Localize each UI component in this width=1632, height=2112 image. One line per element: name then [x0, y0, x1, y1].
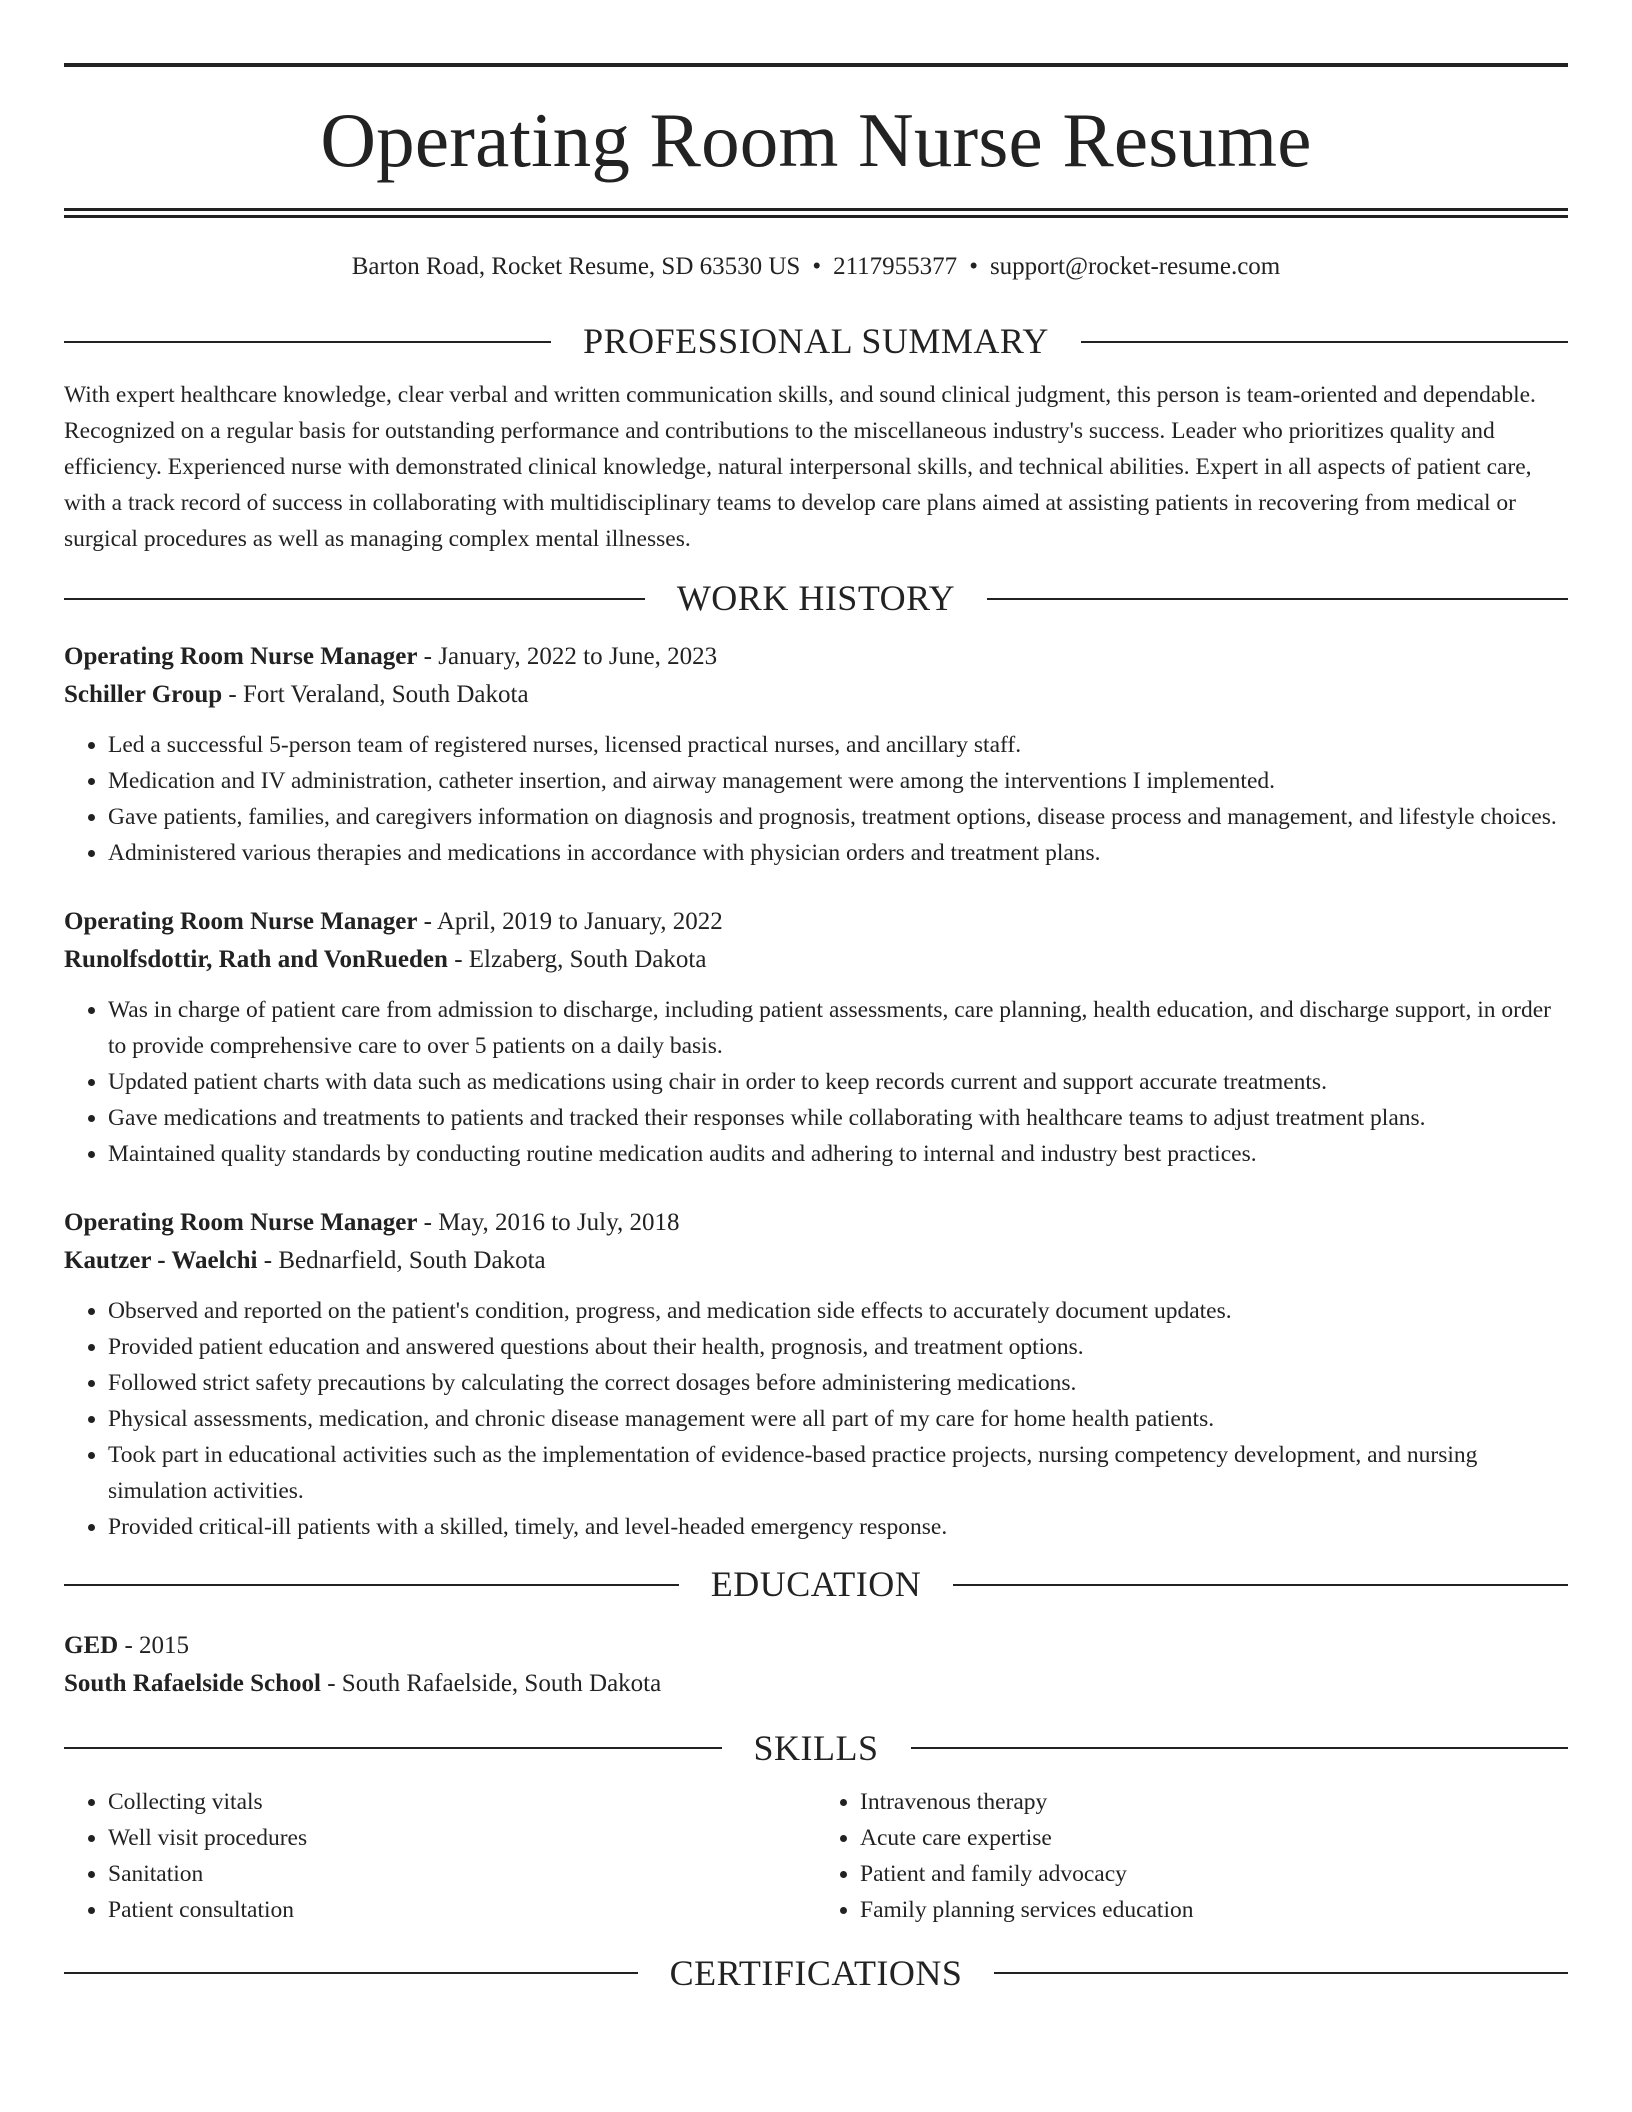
list-item: • Physical assessments, medication, and chronic disease management were all part of my care for home health patients. [108, 1401, 1568, 1437]
job-bullets [64, 992, 1568, 1172]
list-item: • Sanitation [108, 1856, 816, 1892]
contact-address: Barton Road, Rocket Resume, SD 63530 US [351, 253, 801, 280]
skills-grid [64, 1784, 1568, 1928]
skills-column-left [64, 1784, 816, 1928]
resume-page [64, 0, 1568, 1995]
certifications-heading [64, 1952, 1568, 1995]
contact-separator: • [812, 253, 822, 280]
job-company-line [64, 676, 1568, 714]
job-company: Kautzer - Waelchi [64, 1247, 258, 1275]
list-item: • Collecting vitals [108, 1784, 816, 1820]
list-item: • Updated patient charts with data such as medications using chair in order to keep records current and support accurate treatments. [108, 1064, 1568, 1100]
job-bullets [64, 727, 1568, 871]
list-item: • Intravenous therapy [860, 1784, 1568, 1820]
heading-rule [953, 1584, 1568, 1586]
job-entry [64, 638, 1568, 871]
education-location: - South Rafaelside, South Dakota [320, 1669, 662, 1697]
work-history-heading [64, 577, 1568, 620]
heading-rule [64, 1972, 638, 1974]
job-title-line [64, 903, 1568, 941]
education-entry [64, 1627, 1568, 1703]
education-year: - 2015 [118, 1631, 190, 1659]
contact-email: support@rocket-resume.com [989, 253, 1281, 280]
job-title: Operating Room Nurse Manager [64, 908, 418, 936]
job-location: - Fort Veraland, South Dakota [222, 681, 529, 709]
job-title-line [64, 1204, 1568, 1242]
summary-heading-label: PROFESSIONAL SUMMARY [583, 321, 1049, 361]
education-heading [64, 1563, 1568, 1606]
education-degree: GED [64, 1631, 119, 1659]
job-title: Operating Room Nurse Manager [64, 1209, 418, 1237]
job-company-line [64, 941, 1568, 979]
summary-text: With expert healthcare knowledge, clear verbal and written communication skills, and sound clinical judgment, this person is team-oriented and dependable. Recognized on a regular basis for outstanding performance and contributions to the miscellaneous industry's success. Leader who prioritizes quality and efficiency. Experienced nurse with demonstrated clinical knowledge, natural interpersonal skills, and technical abilities. Expert in all aspects of patient care, with a track record of success in collaborating with multidisciplinary teams to develop care plans aimed at assisting patients in recovering from medical or surgical procedures as well as managing complex mental illnesses. [64, 382, 1536, 553]
top-rule [64, 63, 1568, 67]
job-company-line [64, 1242, 1568, 1280]
job-dates: - April, 2019 to January, 2022 [417, 908, 723, 936]
job-entry [64, 903, 1568, 1172]
list-item: • Led a successful 5-person team of registered nurses, licensed practical nurses, and ancillary staff. [108, 727, 1568, 763]
skills-heading-label: SKILLS [753, 1727, 879, 1768]
heading-rule [64, 341, 551, 343]
job-dates: - May, 2016 to July, 2018 [417, 1209, 680, 1237]
summary-heading [64, 320, 1568, 363]
list-item: • Acute care expertise [860, 1820, 1568, 1856]
list-item: • Patient consultation [108, 1892, 816, 1928]
job-entry [64, 1204, 1568, 1545]
list-item: • Well visit procedures [108, 1820, 816, 1856]
contact-phone: 2117955377 [833, 253, 958, 280]
list-item: • Was in charge of patient care from admission to discharge, including patient assessments, care planning, health education, and discharge support, in order to provide comprehensive care to over 5 patients on a daily basis. [108, 992, 1568, 1064]
list-item: • Maintained quality standards by conducting routine medication audits and adhering to internal and industry best practices. [108, 1136, 1568, 1172]
education-school-line [64, 1665, 1568, 1703]
education-heading-label: EDUCATION [710, 1564, 922, 1605]
title-double-rule [64, 208, 1568, 218]
job-bullets [64, 1293, 1568, 1545]
heading-rule [994, 1972, 1568, 1974]
contact-line [64, 252, 1568, 282]
heading-rule [64, 598, 645, 600]
list-item: • Gave medications and treatments to patients and tracked their responses while collaborating with healthcare teams to adjust treatment plans. [108, 1100, 1568, 1136]
skills-column-right [816, 1784, 1568, 1928]
list-item: • Family planning services education [860, 1892, 1568, 1928]
list-item: • Administered various therapies and medications in accordance with physician orders and treatment plans. [108, 835, 1568, 871]
job-location: - Bednarfield, South Dakota [257, 1247, 546, 1275]
work-history-heading-label: WORK HISTORY [676, 578, 956, 619]
list-item: • Patient and family advocacy [860, 1856, 1568, 1892]
job-company: Runolfsdottir, Rath and VonRueden [64, 946, 448, 974]
job-dates: - January, 2022 to June, 2023 [417, 643, 718, 671]
list-item: • Observed and reported on the patient's condition, progress, and medication side effects to accurately document updates. [108, 1293, 1568, 1329]
heading-rule [911, 1747, 1569, 1749]
education-degree-line [64, 1627, 1568, 1665]
heading-rule [64, 1584, 679, 1586]
job-company: Schiller Group [64, 681, 223, 709]
skills-heading [64, 1727, 1568, 1770]
list-item: • Gave patients, families, and caregivers information on diagnosis and prognosis, treatment options, disease process and management, and lifestyle choices. [108, 799, 1568, 835]
list-item: • Medication and IV administration, catheter insertion, and airway management were among the interventions I implemented. [108, 763, 1568, 799]
certifications-heading-label: CERTIFICATIONS [669, 1952, 963, 1993]
resume-title: Operating Room Nurse Resume [320, 97, 1312, 183]
heading-rule [987, 598, 1568, 600]
education-school: South Rafaelside School [64, 1669, 321, 1697]
heading-rule [64, 1747, 722, 1749]
heading-rule [1081, 341, 1568, 343]
list-item: • Took part in educational activities such as the implementation of evidence-based practice projects, nursing competency development, and nursing simulation activities. [108, 1437, 1568, 1509]
list-item: • Followed strict safety precautions by calculating the correct dosages before administering medications. [108, 1365, 1568, 1401]
job-title: Operating Room Nurse Manager [64, 643, 418, 671]
contact-separator: • [969, 253, 978, 280]
job-title-line [64, 638, 1568, 676]
job-location: - Elzaberg, South Dakota [447, 946, 707, 974]
list-item: • Provided patient education and answered questions about their health, prognosis, and treatment options. [108, 1329, 1568, 1365]
list-item: • Provided critical-ill patients with a skilled, timely, and level-headed emergency response. [108, 1509, 1568, 1545]
